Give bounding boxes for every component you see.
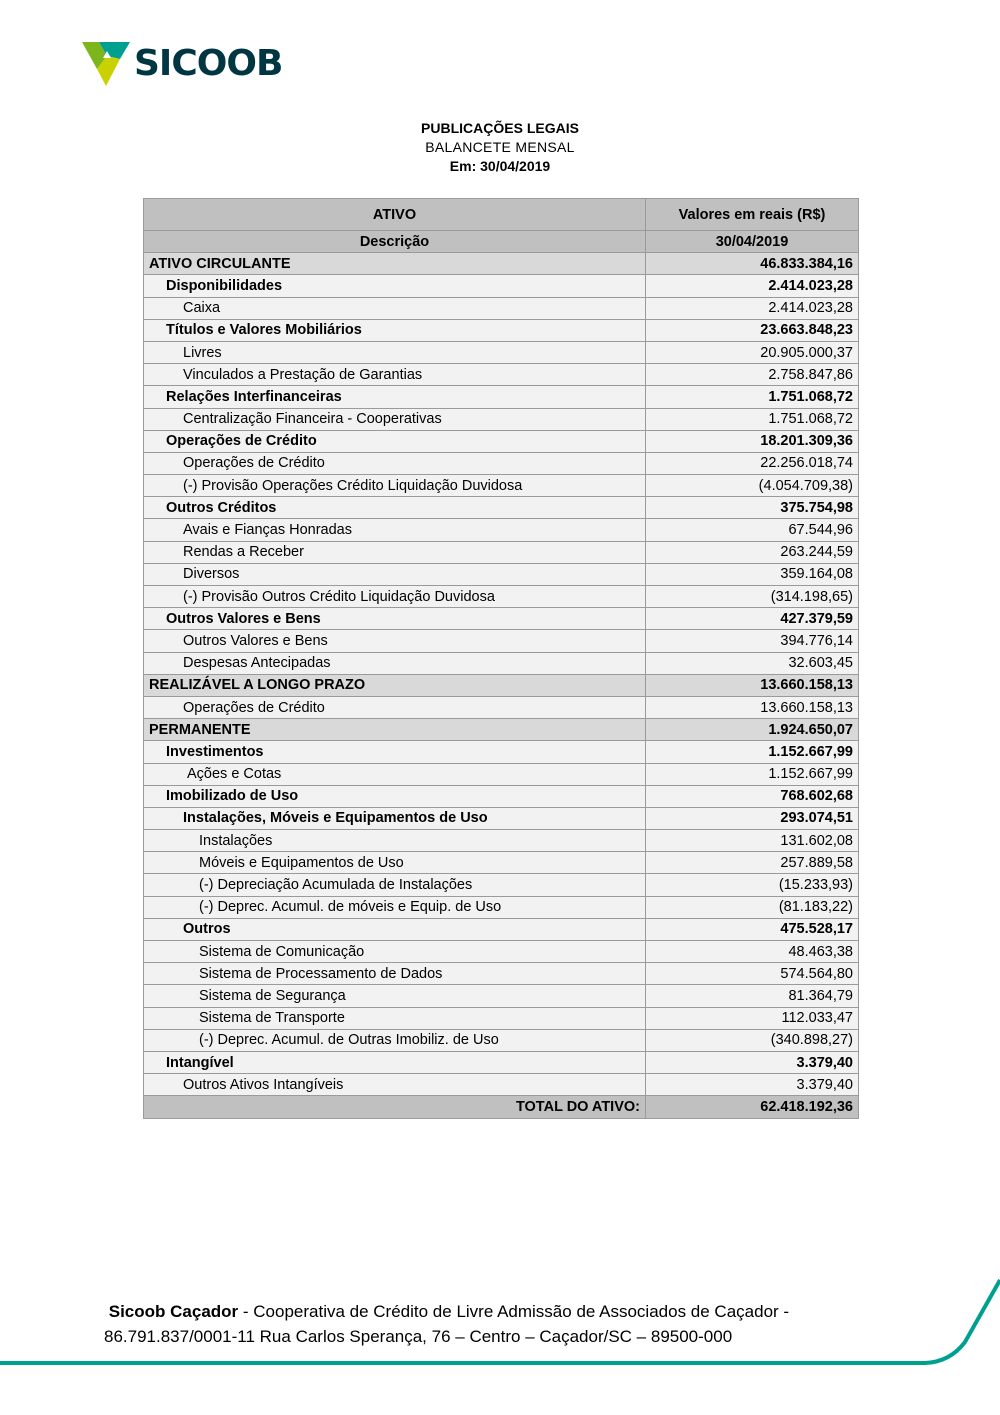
row-label: ATIVO CIRCULANTE [144,253,646,275]
row-value: 375.754,98 [646,497,859,519]
footer-address [104,1299,789,1349]
row-label: Livres [144,341,646,363]
table-row [144,408,859,430]
row-label: Outros Ativos Intangíveis [144,1074,646,1096]
subtotal-row [144,319,859,341]
section-row [144,253,859,275]
subtotal-row [144,741,859,763]
total-value: 62.418.192,36 [646,1096,859,1118]
footer-org-description: - Cooperativa de Crédito de Livre Admissão de Associados de Caçador - [238,1302,790,1321]
row-value: 81.364,79 [646,985,859,1007]
row-value: 13.660.158,13 [646,674,859,696]
row-label: Caixa [144,297,646,319]
row-value: (314.198,65) [646,586,859,608]
row-label: Avais e Fianças Honradas [144,519,646,541]
row-value: (4.054.709,38) [646,475,859,497]
subtotal-row [144,918,859,940]
row-value: 32.603,45 [646,652,859,674]
table-row [144,696,859,718]
table-row [144,452,859,474]
row-value: 1.751.068,72 [646,386,859,408]
table-row [144,652,859,674]
table-row [144,941,859,963]
row-value: (15.233,93) [646,874,859,896]
row-value: 23.663.848,23 [646,319,859,341]
row-value: 46.833.384,16 [646,253,859,275]
table-row [144,1007,859,1029]
row-label: Intangível [144,1051,646,1073]
table-row [144,364,859,386]
row-label: (-) Deprec. Acumul. de móveis e Equip. de Uso [144,896,646,918]
row-value: 20.905.000,37 [646,341,859,363]
row-label: Vinculados a Prestação de Garantias [144,364,646,386]
sicoob-triangle-icon [82,42,130,86]
logo-wordmark: SICOOB [134,43,283,84]
row-value: 293.074,51 [646,807,859,829]
subtotal-row [144,497,859,519]
subtotal-row [144,608,859,630]
row-label: Sistema de Transporte [144,1007,646,1029]
table-row [144,830,859,852]
table-row [144,763,859,785]
row-value: 131.602,08 [646,830,859,852]
header-valores: Valores em reais (R$) [646,199,859,231]
table-row [144,985,859,1007]
heading-date: Em: 30/04/2019 [449,158,551,174]
row-value: 1.924.650,07 [646,719,859,741]
row-label: Sistema de Processamento de Dados [144,963,646,985]
row-value: (340.898,27) [646,1029,859,1051]
row-label: Outros Valores e Bens [144,608,646,630]
row-label: Instalações [144,830,646,852]
subtotal-row [144,275,859,297]
total-label: TOTAL DO ATIVO: [144,1096,646,1118]
table-row [144,1029,859,1051]
row-value: 3.379,40 [646,1051,859,1073]
row-value: 263.244,59 [646,541,859,563]
row-value: 112.033,47 [646,1007,859,1029]
row-label: REALIZÁVEL A LONGO PRAZO [144,674,646,696]
row-label: Operações de Crédito [144,452,646,474]
row-value: 3.379,40 [646,1074,859,1096]
row-value: 768.602,68 [646,785,859,807]
row-value: 2.758.847,86 [646,364,859,386]
row-value: 257.889,58 [646,852,859,874]
subtotal-row [144,785,859,807]
row-value: 67.544,96 [646,519,859,541]
footer-line-1 [104,1299,789,1324]
row-value: 394.776,14 [646,630,859,652]
subheader-date: 30/04/2019 [646,231,859,253]
row-label: Operações de Crédito [144,696,646,718]
balance-table [143,198,859,1119]
table-header-row [144,199,859,231]
row-value: 13.660.158,13 [646,696,859,718]
heading-subtitle: BALANCETE MENSAL [425,139,575,155]
section-row [144,719,859,741]
row-label: PERMANENTE [144,719,646,741]
row-label: (-) Depreciação Acumulada de Instalações [144,874,646,896]
subtotal-row [144,1051,859,1073]
table-subheader-row [144,231,859,253]
sicoob-logo [82,42,282,86]
footer-line-2: 86.791.837/0001-11 Rua Carlos Sperança, 76 – Centro – Caçador/SC – 89500-000 [104,1327,733,1346]
section-row [144,674,859,696]
row-label: Rendas a Receber [144,541,646,563]
table-row [144,297,859,319]
row-label: Sistema de Comunicação [144,941,646,963]
row-value: 2.414.023,28 [646,297,859,319]
table-row [144,586,859,608]
table-row [144,874,859,896]
row-label: (-) Provisão Outros Crédito Liquidação Duvidosa [144,586,646,608]
table-row [144,563,859,585]
row-value: 1.152.667,99 [646,763,859,785]
row-label: (-) Deprec. Acumul. de Outras Imobiliz. de Uso [144,1029,646,1051]
row-label: Relações Interfinanceiras [144,386,646,408]
row-value: 18.201.309,36 [646,430,859,452]
row-label: Outros [144,918,646,940]
row-label: Investimentos [144,741,646,763]
row-label: Instalações, Móveis e Equipamentos de Uso [144,807,646,829]
table-row [144,1074,859,1096]
heading-title: PUBLICAÇÕES LEGAIS [421,120,579,136]
table-row [144,630,859,652]
row-label: Sistema de Segurança [144,985,646,1007]
total-row [144,1096,859,1118]
row-label: Centralização Financeira - Cooperativas [144,408,646,430]
row-label: Imobilizado de Uso [144,785,646,807]
row-label: Outros Valores e Bens [144,630,646,652]
row-value: 1.152.667,99 [646,741,859,763]
document-heading [0,119,1000,176]
row-value: 2.414.023,28 [646,275,859,297]
row-label: Móveis e Equipamentos de Uso [144,852,646,874]
subtotal-row [144,386,859,408]
subheader-descricao: Descrição [144,231,646,253]
footer-org-name: Sicoob Caçador [108,1302,239,1321]
row-value: 1.751.068,72 [646,408,859,430]
row-label: (-) Provisão Operações Crédito Liquidação Duvidosa [144,475,646,497]
header-ativo: ATIVO [144,199,646,231]
subtotal-row [144,807,859,829]
table-row [144,519,859,541]
row-label: Diversos [144,563,646,585]
subtotal-row [144,430,859,452]
row-label: Despesas Antecipadas [144,652,646,674]
row-label: Outros Créditos [144,497,646,519]
row-label: Operações de Crédito [144,430,646,452]
table-row [144,541,859,563]
row-value: 475.528,17 [646,918,859,940]
table-row [144,341,859,363]
row-value: (81.183,22) [646,896,859,918]
row-label: Títulos e Valores Mobiliários [144,319,646,341]
row-value: 574.564,80 [646,963,859,985]
table-row [144,852,859,874]
row-value: 48.463,38 [646,941,859,963]
row-value: 359.164,08 [646,563,859,585]
table-row [144,896,859,918]
table-row [144,475,859,497]
row-value: 427.379,59 [646,608,859,630]
row-label: Ações e Cotas [144,763,646,785]
table-row [144,963,859,985]
row-label: Disponibilidades [144,275,646,297]
row-value: 22.256.018,74 [646,452,859,474]
